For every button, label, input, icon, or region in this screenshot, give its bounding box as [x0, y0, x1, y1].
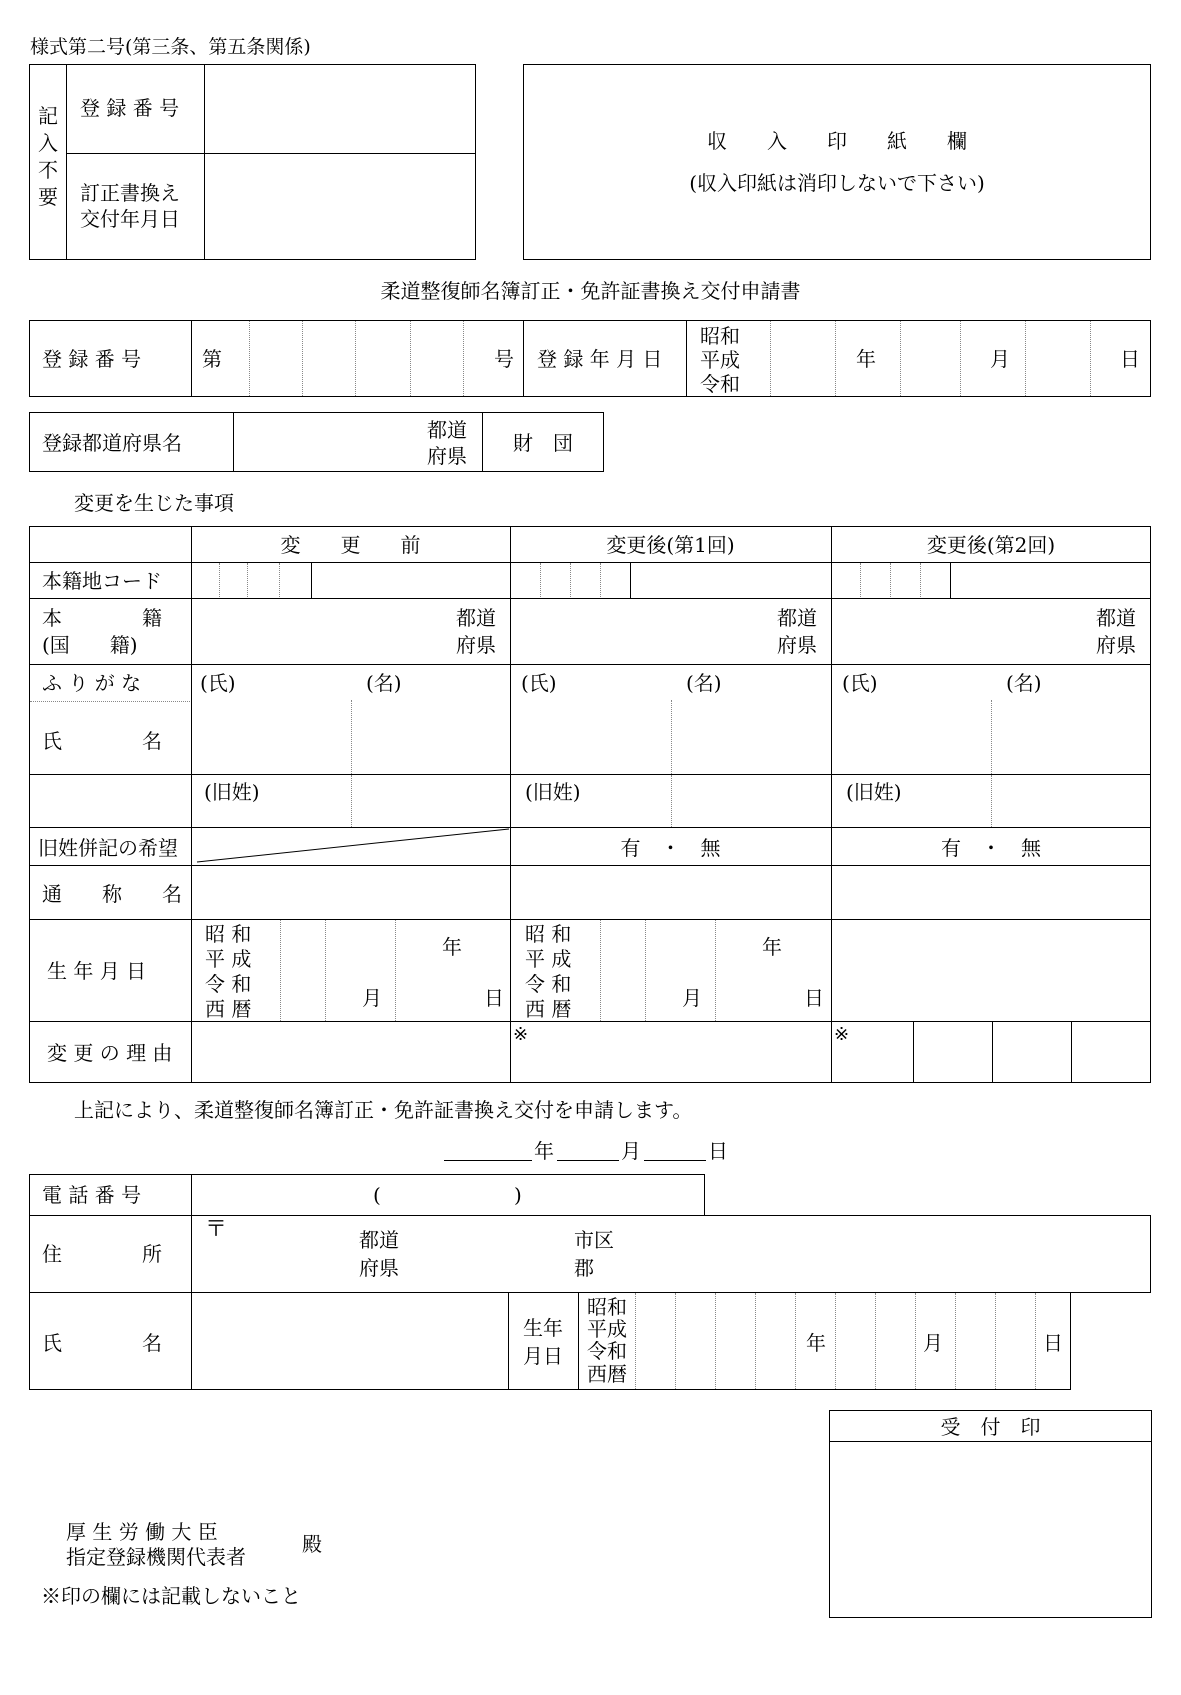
after1-mei: (名) — [686, 671, 722, 695]
prefecture-todo: 都道 — [427, 418, 467, 442]
after1-era-seireki: 西 暦 — [525, 997, 572, 1021]
date-year: 年 — [534, 1139, 554, 1163]
before-shi: (氏) — [200, 671, 236, 695]
before-day: 日 — [484, 986, 504, 1010]
phone-close-paren: ) — [514, 1183, 522, 1207]
birth-before-field[interactable] — [270, 920, 510, 1020]
after1-day: 日 — [804, 986, 824, 1010]
after2-shi: (氏) — [842, 671, 878, 695]
col-after-2: 変更後(第2回) — [926, 533, 1056, 557]
phone-open-paren: ( — [373, 1183, 381, 1207]
honseki-after1-fuken: 府県 — [777, 633, 817, 657]
col-before: 変 更 前 — [280, 533, 421, 557]
applicant-name-field[interactable] — [193, 1294, 506, 1388]
honseki-code-after2-field[interactable] — [832, 563, 1150, 597]
after1-shi: (氏) — [521, 671, 557, 695]
reg-no-field[interactable] — [225, 322, 490, 395]
after1-month: 月 — [682, 986, 702, 1010]
office-reissue-label-1: 訂正書換え — [80, 181, 180, 205]
reg-year: 年 — [856, 347, 876, 371]
before-era-showa: 昭 和 — [205, 922, 252, 946]
tsusho-before-field[interactable] — [192, 866, 510, 918]
kyusei-before-field[interactable] — [192, 775, 510, 826]
phone-field[interactable] — [193, 1176, 703, 1214]
changes-heading: 変更を生じた事項 — [74, 491, 234, 515]
office-use-vertical-2: 入 — [38, 131, 58, 155]
row-birth: 生 年 月 日 — [47, 959, 147, 983]
date-month: 月 — [621, 1139, 641, 1163]
name-after2-field[interactable] — [832, 700, 1150, 773]
phone-label: 電 話 番 号 — [42, 1183, 142, 1207]
honseki-before-field[interactable] — [192, 599, 452, 663]
before-year: 年 — [442, 935, 462, 959]
diagonal-strike — [191, 827, 511, 865]
postal-mark: 〒 — [205, 1217, 228, 1242]
address-field[interactable] — [193, 1217, 1149, 1291]
row-furigana: ふ り が な — [42, 671, 142, 695]
office-use-vertical-4: 要 — [38, 185, 58, 209]
office-reissue-date-field[interactable] — [205, 154, 475, 259]
address-fuken: 府県 — [359, 1256, 399, 1280]
after1-era-reiwa: 令 和 — [525, 972, 572, 996]
after2-umu[interactable]: 有 ・ 無 — [941, 836, 1041, 860]
honseki-after2-field[interactable] — [832, 599, 1092, 663]
office-use-vertical-1: 記 — [38, 104, 58, 128]
applicant-birth-label-2: 月日 — [523, 1344, 563, 1368]
before-month: 月 — [362, 986, 382, 1010]
name-before-field[interactable] — [192, 700, 510, 773]
prefecture-fuken: 府県 — [427, 444, 467, 468]
revenue-stamp-title: 収 入 印 紙 欄 — [707, 129, 967, 153]
applicant-era-heisei: 平成 — [587, 1317, 627, 1341]
honseki-after1-todo: 都道 — [777, 606, 817, 630]
row-tsusho: 通 称 名 — [42, 882, 182, 906]
reg-no-go: 号 — [494, 347, 514, 371]
reg-era-heisei: 平成 — [700, 348, 740, 372]
applicant-birth-field[interactable] — [640, 1294, 1070, 1388]
applicant-name-label: 氏 名 — [42, 1331, 162, 1355]
after2-reason-kome: ※ — [834, 1024, 850, 1045]
reg-era-showa: 昭和 — [700, 324, 740, 348]
address-shiku: 市区 — [574, 1228, 614, 1252]
applicant-year: 年 — [806, 1331, 826, 1355]
before-era-heisei: 平 成 — [205, 947, 252, 971]
before-era-seireki: 西 暦 — [205, 997, 252, 1021]
after1-era-showa: 昭 和 — [525, 922, 572, 946]
honseki-before-fuken: 府県 — [456, 633, 496, 657]
tsusho-after1-field[interactable] — [511, 866, 830, 918]
address-todo: 都道 — [359, 1228, 399, 1252]
row-name: 氏 名 — [42, 729, 162, 753]
footnote: ※印の欄には記載しないこと — [41, 1584, 301, 1608]
applicant-era-showa: 昭和 — [587, 1295, 627, 1319]
date-day: 日 — [708, 1139, 728, 1163]
office-reg-no-field[interactable] — [205, 65, 475, 152]
name-after1-field[interactable] — [511, 700, 830, 773]
applicant-era-reiwa: 令和 — [587, 1339, 627, 1363]
addressee-dono: 殿 — [302, 1532, 322, 1556]
after1-kyusei: (旧姓) — [525, 780, 581, 804]
after1-era-heisei: 平 成 — [525, 947, 572, 971]
reg-date-field[interactable] — [760, 322, 1145, 395]
after2-kyusei: (旧姓) — [846, 780, 902, 804]
reg-no-dai: 第 — [202, 347, 222, 371]
reg-month: 月 — [990, 347, 1010, 371]
form-number: 様式第二号(第三条、第五条関係) — [30, 36, 311, 58]
honseki-after2-todo: 都道 — [1096, 606, 1136, 630]
before-kyusei: (旧姓) — [204, 780, 260, 804]
addressee-line-2: 指定登録機関代表者 — [66, 1545, 246, 1569]
row-kyusei-wish: 旧姓併記の希望 — [38, 836, 178, 860]
before-mei: (名) — [366, 671, 402, 695]
after1-umu[interactable]: 有 ・ 無 — [620, 836, 721, 860]
honseki-code-after1-field[interactable] — [511, 563, 830, 597]
reg-date-label: 登 録 年 月 日 — [537, 347, 663, 371]
office-reissue-label-2: 交付年月日 — [80, 207, 180, 231]
reg-day: 日 — [1120, 347, 1140, 371]
address-gun: 郡 — [574, 1256, 594, 1280]
kyusei-after2-field[interactable] — [832, 775, 1150, 826]
applicant-month: 月 — [923, 1331, 943, 1355]
applicant-birth-label-1: 生年 — [523, 1316, 563, 1340]
birth-after1-field[interactable] — [590, 920, 830, 1020]
revenue-stamp-box — [523, 64, 1151, 260]
applicant-era-seireki: 西暦 — [587, 1362, 627, 1386]
addressee-line-1: 厚 生 労 働 大 臣 — [66, 1520, 218, 1544]
after1-reason-kome: ※ — [513, 1024, 529, 1045]
reason-field[interactable] — [192, 1022, 510, 1082]
honseki-code-before-field[interactable] — [192, 563, 510, 597]
form-title: 柔道整復師名簿訂正・免許証書換え交付申請書 — [380, 279, 801, 303]
office-reg-no-label: 登 録 番 号 — [80, 96, 180, 120]
prefecture-label: 登録都道府県名 — [42, 431, 182, 455]
row-honseki-code: 本籍地コード — [42, 569, 162, 593]
prefecture-field[interactable] — [235, 414, 425, 470]
reception-stamp-label: 受 付 印 — [940, 1415, 1041, 1439]
honseki-before-todo: 都道 — [456, 606, 496, 630]
kyusei-after1-field[interactable] — [511, 775, 830, 826]
before-era-reiwa: 令 和 — [205, 972, 252, 996]
application-date-field[interactable] — [444, 1138, 714, 1162]
after1-year: 年 — [762, 935, 782, 959]
birth-after2-field[interactable] — [832, 920, 1150, 1020]
row-honseki-label-2: (国 籍) — [42, 633, 138, 657]
revenue-stamp-note: (収入印紙は消印しないで下さい) — [689, 171, 985, 195]
tsusho-after2-field[interactable] — [832, 866, 1150, 918]
after2-mei: (名) — [1006, 671, 1042, 695]
declaration: 上記により、柔道整復師名簿訂正・免許証書換え交付を申請します。 — [74, 1098, 693, 1122]
col-after-1: 変更後(第1回) — [606, 533, 735, 557]
row-reason: 変 更 の 理 由 — [47, 1041, 173, 1065]
applicant-day: 日 — [1043, 1331, 1063, 1355]
row-honseki-label-1: 本 籍 — [42, 606, 162, 630]
address-label: 住 所 — [42, 1242, 162, 1266]
office-use-vertical-3: 不 — [38, 158, 58, 182]
honseki-after2-fuken: 府県 — [1096, 633, 1136, 657]
reg-era-reiwa: 令和 — [700, 372, 740, 396]
reg-no-label: 登 録 番 号 — [42, 347, 142, 371]
honseki-after1-field[interactable] — [511, 599, 773, 663]
prefecture-zaidan: 財 団 — [513, 431, 573, 455]
